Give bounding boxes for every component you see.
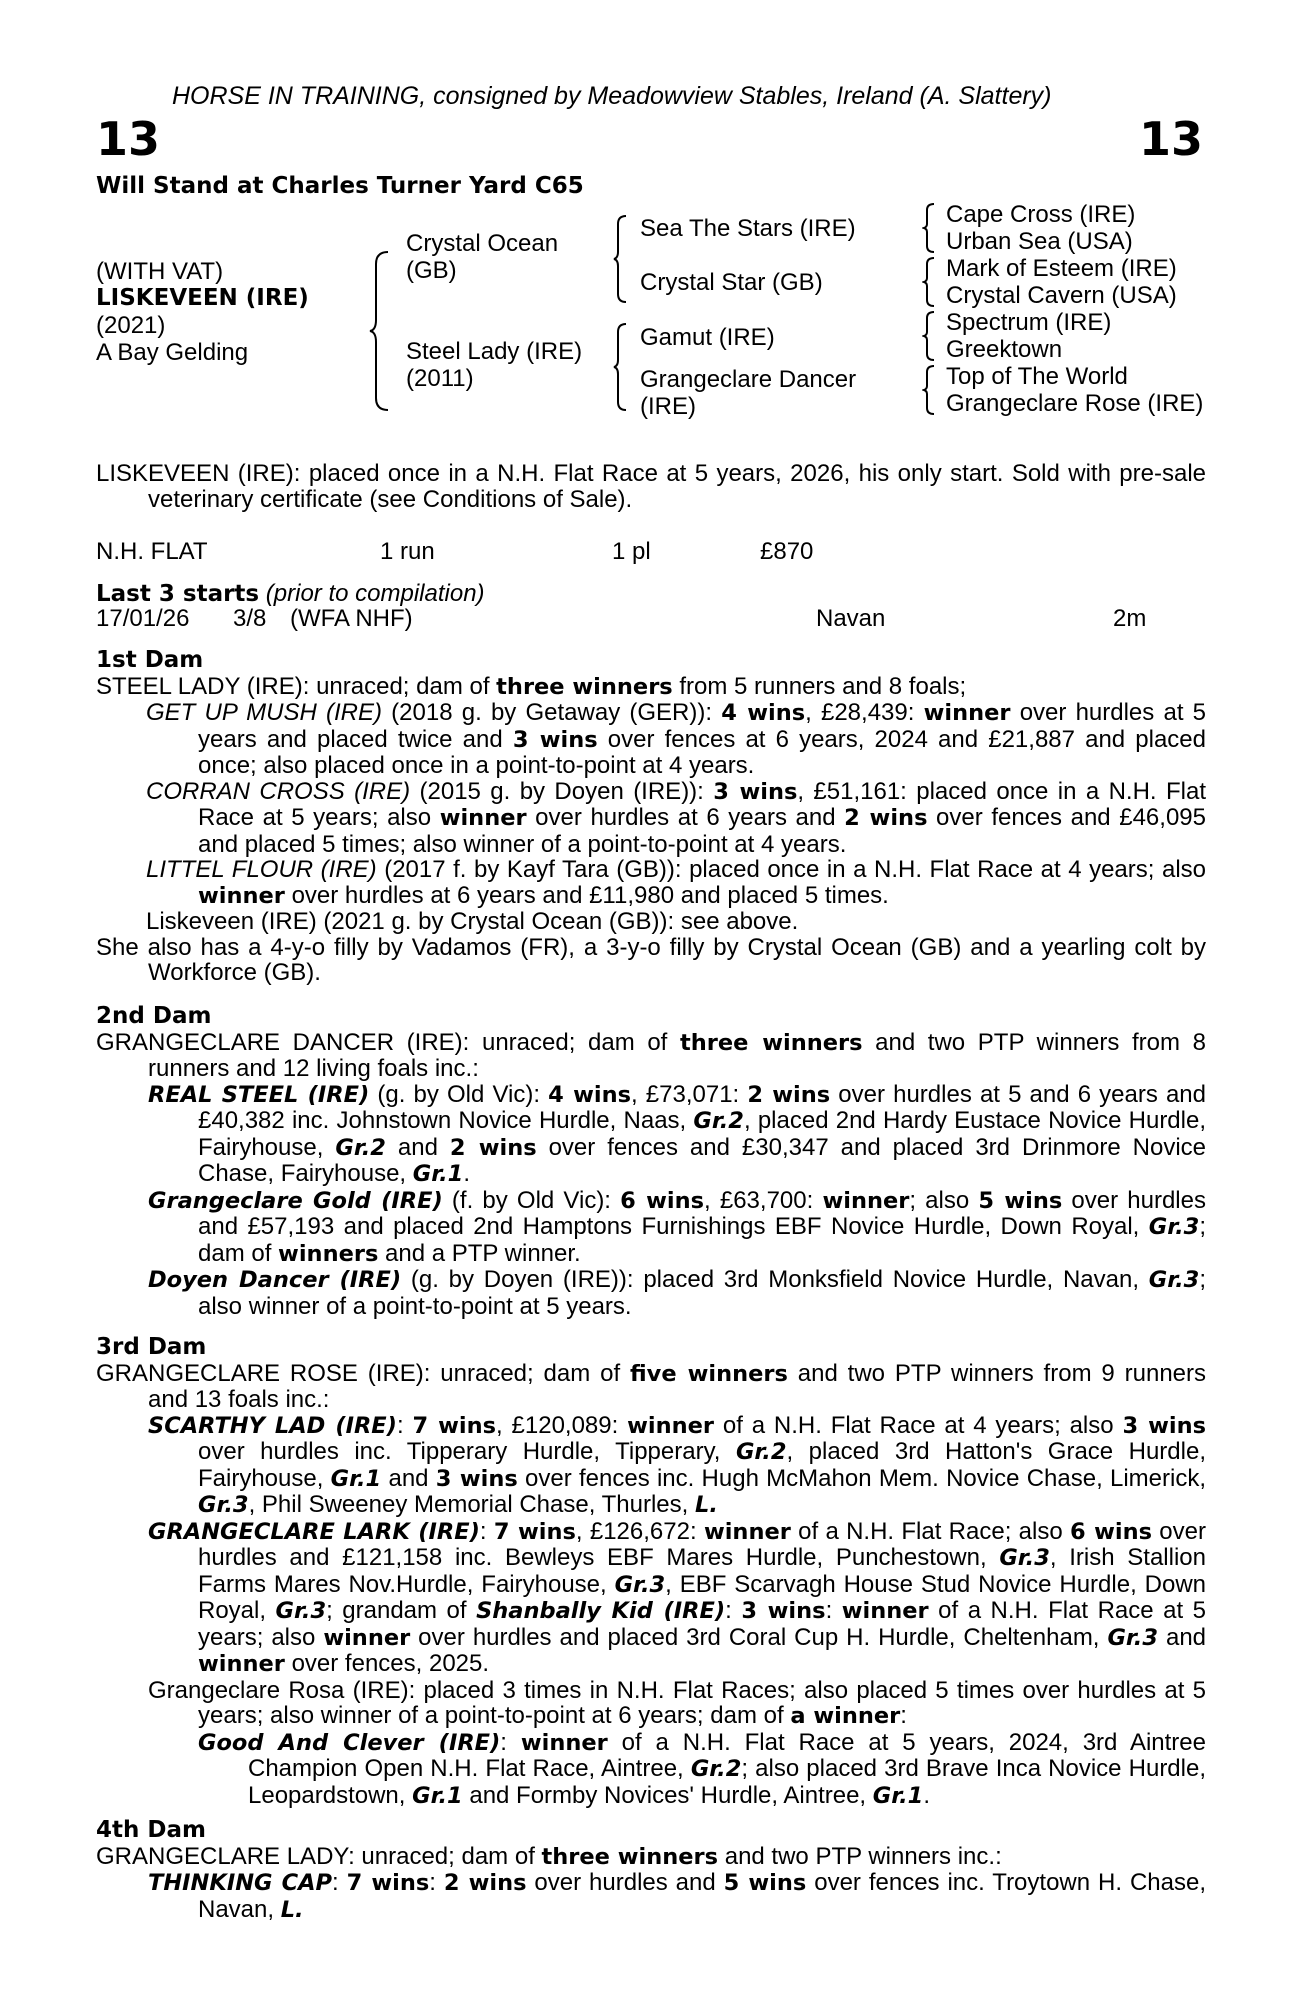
first-dam-heading: 1st Dam xyxy=(96,647,204,673)
first-dam-intro: STEEL LADY (IRE): unraced; dam of three winners from 5 runners and 8 foals; xyxy=(96,672,967,700)
progeny-entry: GRANGECLARE LARK (IRE): 7 wins, £126,672: winner of a N.H. Flat Race; also 6 wins over hurdles and £121,158 inc. Bewleys EBF Mares Hurdle, Punchestown, Gr.3, Irish Stallion Farms Mares Nov.Hurdle, Fairyhouse, Gr.3, EBF Scarvagh House Stud Novice Hurdle, Down Royal, Gr.3; grandam of Shanbally Kid (IRE): 3 wins: winner of a N.H. Flat Race at 5 years; also winner over hurdles and placed 3rd Coral Cup H. Hurdle, Cheltenham, Gr.3 and winner over fences, 2025. xyxy=(148,1517,1207,1677)
third-dam-section xyxy=(96,1335,1206,1809)
pedigree-sire: Crystal Ocean (GB) xyxy=(406,230,559,284)
horse-description: A Bay Gelding xyxy=(96,339,249,366)
third-dam-intro: GRANGECLARE ROSE (IRE): unraced; dam of five winners and two PTP winners from 9 runners and 13 foals inc.: xyxy=(96,1359,1207,1413)
start-race: (WFA NHF) xyxy=(290,605,413,632)
start-course: Navan xyxy=(816,605,886,632)
fourth-dam-heading: 4th Dam xyxy=(96,1817,206,1843)
stats-runs: 1 run xyxy=(380,538,435,565)
progeny-entry: CORRAN CROSS (IRE) (2015 g. by Doyen (IRE)): 3 wins, £51,161: placed once in a N.H. Flat Race at 5 years; also winner over hurdles at 6 years and 2 wins over fences and £46,095 and placed 5 times; also winner of a point-to-point at 4 years. xyxy=(146,777,1206,858)
pedigree-g8: Grangeclare Rose (IRE) xyxy=(946,390,1204,417)
progeny-entry: REAL STEEL (IRE) (g. by Old Vic): 4 wins, £73,071: 2 wins over hurdles at 5 and 6 years and £40,382 inc. Johnstown Novice Hurdle, Naas, Gr.2, placed 2nd Hardy Eustace Novice Hurdle, Fairyhouse, Gr.2 and 2 wins over fences and £30,347 and placed 3rd Drinmore Novice Chase, Fairyhouse, Gr.1. xyxy=(148,1080,1207,1187)
stats-type: N.H. FLAT xyxy=(96,538,208,565)
progeny-entry: GET UP MUSH (IRE) (2018 g. by Getaway (GER)): 4 wins, £28,439: winner over hurdles at 5 years and placed twice and 3 wins over fences at 6 years, 2024 and £21,887 and placed once; also placed once in a point-to-point at 4 years. xyxy=(146,699,1207,779)
last-starts-heading-row xyxy=(96,580,485,608)
pedigree-g2: Urban Sea (USA) xyxy=(946,228,1133,255)
pedigree-g4: Crystal Cavern (USA) xyxy=(946,282,1177,309)
pedigree-brace-dam xyxy=(612,322,630,412)
second-dam-heading: 2nd Dam xyxy=(96,1003,212,1029)
progeny-entry: Doyen Dancer (IRE) (g. by Doyen (IRE)): placed 3rd Monksfield Novice Hurdle, Navan, Gr.3; also winner of a point-to-point at 5 years. xyxy=(148,1266,1207,1320)
lot-number-right: 13 xyxy=(1138,112,1203,166)
pedigree-brace-main xyxy=(368,250,392,412)
pedigree-brace-sire xyxy=(612,214,630,304)
pedigree-g5: Spectrum (IRE) xyxy=(946,309,1112,336)
pedigree-dam-sire: Gamut (IRE) xyxy=(640,324,775,351)
page-header: HORSE IN TRAINING, consigned by Meadowview Stables, Ireland (A. Slattery) xyxy=(172,82,1052,110)
pedigree-brace-g56 xyxy=(922,310,936,362)
start-date: 17/01/26 xyxy=(96,605,190,632)
last-starts-heading: Last 3 starts xyxy=(96,581,260,607)
pedigree-brace-g34 xyxy=(922,256,936,308)
pedigree-g7: Top of The World xyxy=(946,363,1128,390)
stats-placed: 1 pl xyxy=(612,538,651,565)
second-dam-intro: GRANGECLARE DANCER (IRE): unraced; dam of three winners and two PTP winners from 8 runners and 12 living foals inc.: xyxy=(96,1028,1207,1082)
start-distance: 2m xyxy=(1113,605,1147,632)
second-dam-section xyxy=(96,1004,1206,1319)
pedigree-brace-g12 xyxy=(922,202,936,254)
pedigree-dam-dam: Grangeclare Dancer (IRE) xyxy=(640,366,857,420)
progeny-entry: Grangeclare Rosa (IRE): placed 3 times in N.H. Flat Races; also placed 5 times over hurdles at 5 years; also winner of a point-to-point at 6 years; dam of a winner: xyxy=(148,1676,1206,1729)
horse-year: (2021) xyxy=(96,312,166,339)
progeny-entry: THINKING CAP: 7 wins: 2 wins over hurdles and 5 wins over fences inc. Troytown H. Chase, Navan, L. xyxy=(148,1869,1206,1923)
pedigree-dam: Steel Lady (IRE) (2011) xyxy=(406,338,583,392)
third-dam-heading: 3rd Dam xyxy=(96,1334,207,1360)
start-position: 3/8 xyxy=(233,605,267,632)
progeny-entry: Good And Clever (IRE): winner of a N.H. Flat Race at 5 years, 2024, 3rd Aintree Champion Open N.H. Flat Race, Aintree, Gr.2; also placed 3rd Brave Inca Novice Hurdle, Leopardstown, Gr.1 and Formby Novices' Hurdle, Aintree, Gr.1. xyxy=(198,1728,1207,1809)
stats-earnings: £870 xyxy=(760,538,814,565)
stand-location: Will Stand at Charles Turner Yard C65 xyxy=(96,173,584,199)
vat-note: (WITH VAT) xyxy=(96,258,224,285)
progeny-entry: LITTEL FLOUR (IRE) (2017 f. by Kayf Tara (GB)): placed once in a N.H. Flat Race at 4 years; also winner over hurdles at 6 years and £11,980 and placed 5 times. xyxy=(146,856,1207,909)
first-dam-note: She also has a 4-y-o filly by Vadamos (FR), a 3-y-o filly by Crystal Ocean (GB) and a yearling colt by Workforce (GB). xyxy=(96,933,1206,986)
lot-number-left: 13 xyxy=(96,112,161,166)
horse-name: LISKEVEEN (IRE) xyxy=(96,285,309,311)
progeny-entry: Liskeveen (IRE) (2021 g. by Crystal Ocean (GB)): see above. xyxy=(146,908,799,935)
pedigree-g6: Greektown xyxy=(946,336,1063,363)
fourth-dam-intro: GRANGECLARE LADY: unraced; dam of three winners and two PTP winners inc.: xyxy=(96,1842,1002,1870)
pedigree-brace-g78 xyxy=(922,364,936,416)
pedigree-g3: Mark of Esteem (IRE) xyxy=(946,255,1177,282)
pedigree-sire-sire: Sea The Stars (IRE) xyxy=(640,215,856,242)
pedigree-g1: Cape Cross (IRE) xyxy=(946,201,1136,228)
progeny-entry: Grangeclare Gold (IRE) (f. by Old Vic): 6 wins, £63,700: winner; also 5 wins over hurdles and £57,193 and placed 2nd Hamptons Furnishings EBF Novice Hurdle, Down Royal, Gr.3; dam of winners and a PTP winner. xyxy=(148,1186,1206,1267)
progeny-entry: SCARTHY LAD (IRE): 7 wins, £120,089: winner of a N.H. Flat Race at 4 years; also 3 wins over hurdles inc. Tipperary Hurdle, Tipperary, Gr.2, placed 3rd Hatton's Grace Hurdle, Fairyhouse, Gr.1 and 3 wins over fences inc. Hugh McMahon Mem. Novice Chase, Limerick, Gr.3, Phil Sweeney Memorial Chase, Thurles, L. xyxy=(148,1411,1207,1518)
fourth-dam-section xyxy=(96,1818,1206,1923)
pedigree-sire-dam: Crystal Star (GB) xyxy=(640,269,823,296)
first-dam-section xyxy=(96,648,1206,986)
last-starts-note: (prior to compilation) xyxy=(265,580,485,607)
horse-summary: LISKEVEEN (IRE): placed once in a N.H. Flat Race at 5 years, 2026, his only start. Sold with pre-sale veterinary certificate (see Conditions of Sale). xyxy=(96,460,1206,513)
